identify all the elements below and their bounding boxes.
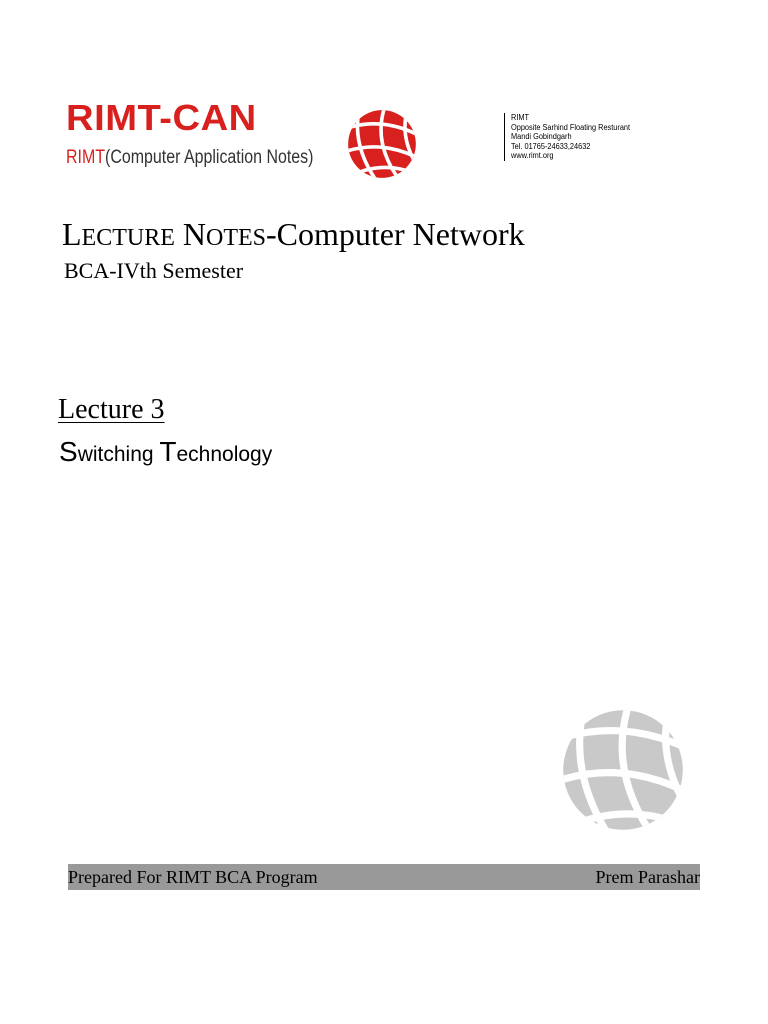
title-l-small: ECTURE bbox=[81, 225, 175, 251]
footer-author: Prem Parashar bbox=[595, 867, 700, 887]
title-n-cap: N bbox=[182, 216, 206, 252]
brand-logo-subtitle-rest: (Computer Application Notes) bbox=[105, 147, 314, 168]
contact-org: RIMT bbox=[511, 113, 529, 122]
brand-logo-subtitle-prefix: RIMT bbox=[66, 147, 106, 168]
footer-prepared-for: Prepared For RIMT BCA Program bbox=[68, 867, 318, 887]
topic-t-rest: echnology bbox=[176, 443, 273, 466]
topic-t-cap: T bbox=[159, 436, 177, 467]
red-globe-icon bbox=[346, 108, 418, 180]
contact-website[interactable]: www.rimt.org bbox=[511, 151, 554, 161]
document-title bbox=[62, 218, 525, 250]
title-n-small: OTES bbox=[205, 225, 266, 251]
brand-logo-subtitle bbox=[66, 148, 313, 167]
topic-s-rest: witching bbox=[77, 443, 160, 466]
title-l-cap: L bbox=[62, 216, 82, 252]
grey-globe-icon bbox=[558, 705, 688, 835]
topic-s-cap: S bbox=[59, 436, 78, 467]
document-subtitle: BCA-IVth Semester bbox=[64, 258, 244, 283]
brand-logo-text: RIMT-CAN bbox=[66, 97, 257, 138]
contact-block bbox=[511, 113, 630, 161]
contact-phone: Tel. 01765-24633,24632 bbox=[511, 141, 591, 151]
title-rest: -Computer Network bbox=[265, 216, 525, 252]
contact-address: Opposite Sarhind Floating Resturant bbox=[511, 122, 631, 132]
lecture-number: Lecture 3 bbox=[58, 394, 165, 425]
lecture-topic bbox=[59, 438, 272, 466]
contact-city: Mandi Gobindgarh bbox=[511, 132, 572, 142]
contact-divider bbox=[504, 113, 505, 161]
